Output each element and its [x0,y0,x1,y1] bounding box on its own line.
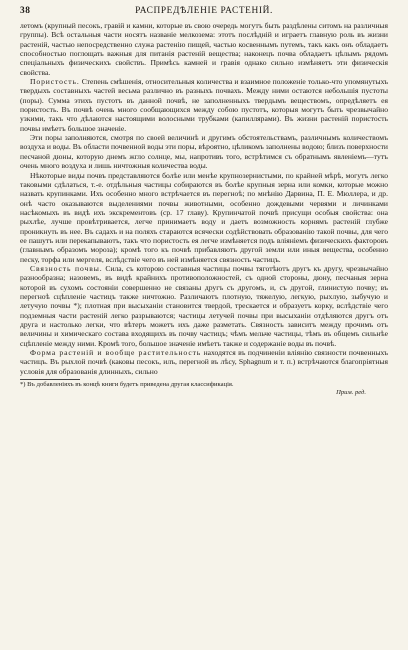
footnote-divider [20,379,80,380]
paragraph-text: Эти поры заполняются, смотря по своей величинѣ и другимъ обстоятельствамъ, различнымъ количествомъ воздуха и воды. Въ области почвенной воды эти поры, вѣроятно, цѣликомъ заполнены водою; близъ поверхности песчаной дюны, которую днемъ жгло солнце, мы, напротивъ того, встрѣтимся съ обратнымъ явленіемъ—тутъ очень много воздуха и лишь ничтожныя количества воды. [20,133,388,171]
paragraph [20,348,388,376]
paragraph [20,77,388,133]
paragraph [20,264,388,348]
paragraph [20,133,388,170]
running-title: РАСПРЕДѢЛЕНІЕ РАСТЕНІЙ. [135,6,273,16]
paragraph-lead: Пористость. [30,77,80,87]
paragraph-text: Нѣкоторые виды почвъ представляются болѣе или менѣе крупнозернистыми, по крайней мѣрѣ, могутъ легко таковыми сдѣлаться, т.-е. отдѣльныя частицы собираются въ болѣе крупныя зерна или комки, которые можно назвать крупинками. Ихъ особенно много встрѣчается въ перегноѣ; по мнѣнію Дарвина, П. Е. Мюллера, и др. онѣ часто оказываются выделениями почвы животными, особенно дождевыми червями и личинками насѣкомыхъ въ видѣ ихъ экскрементовъ (ср. 17 главу). Крупинчатой почвѣ присущи особыя свойства: она рыхлѣе, лучше провѣтривается, легче принимаетъ воду и даетъ возможность корнямъ растеній глубже проникнуть въ нее. Въ садахъ и на поляхъ стараются всячески содѣйствовать образованію такой почвы, для чего ее пашутъ или перекапываютъ, такъ что пористость ея легче измѣняется подъ вліяніемъ физическихъ факторовъ (главнымъ образомъ мороза); кромѣ того къ почвѣ прибавляютъ другой земли или иныя вещества, особенно песку, торфа или мергеля, вслѣдствіе чего въ ней измѣняется связность частицъ. [20,170,388,264]
paragraph [20,171,388,264]
footnote [20,381,388,397]
paragraph-text: летомъ (крупный песокъ, гравій и камни, которые въ свою очередь могутъ быть раздѣлены ситомъ на различныя группы). Всѣ остальныя части носятъ названіе мелкозема: этотъ послѣдній и играетъ главную роль въ жизни растеній, частью непосредственно служа растенію пищей, частью косвеннымъ путемъ, такъ какъ онъ обладаетъ способностью поглощать важныя для питанія растеній вещества; наконецъ почва обладаетъ цѣлымъ рядомъ спеціальныхъ физическихъ свойствъ. Примѣсь камней и гравія однако сильно измѣняетъ эти физическія свойства. [20,21,388,77]
page-number: 38 [20,6,31,16]
paragraph-lead: Связность почвы. [30,263,103,273]
paragraph-lead: Форма растеній и вообще растительность [30,348,202,358]
body-text [20,21,388,376]
paragraph-text: находятся въ подчиненіи вліянію связности почвенныхъ частицъ. Въ рыхлой почвѣ (каковы песокъ, илъ, перегной въ лѣсу, Sphagnum и т. п.) встрѣчаются благопріятныя условія для образованія длинныхъ, сильно [20,348,388,376]
paragraph [20,21,388,77]
footnote-signature: Прим. ред. [336,389,366,397]
page-header [20,6,388,21]
paragraph-text: Степень смѣшенія, относительныя количества и взаимное положеніе только-что упомянутыхъ твердыхъ составныхъ частей весьма различно въ разныхъ почвахъ. Между ними остаются небольшія пустоты (поры). Сумма этихъ пустотъ въ данной почвѣ, не заполненныхъ твердымъ веществомъ, опредѣляетъ ея пористость. Въ почвѣ очень много сообщающихся между собою пустотъ, которыя могутъ быть чрезвычайно узкими, такъ что дѣлаются настоящими волосными трубками (капиллярами). Въ жизни растеній пористость почвы имѣетъ большое значеніе. [20,77,388,133]
paragraph-text: Сила, съ которою составныя частицы почвы тяготѣютъ другъ къ другу, чрезвычайно разнообразна; назовемъ, въ видѣ крайнихъ противоположностей, съ одной стороны, дюну, песчаныя зерна которой въ сухомъ состояніи совершенно не связаны другъ съ другомъ, и, съ другой, глинистую почву; въ перегноѣ сцѣпленіе частицъ также ничтожно. Различаютъ плотную, тяжелую, легкую, рыхлую, зыбучую и летучую почвы *); плотная при высыханіи становится твердой, трескается и образуетъ корку, вслѣдствіе чего подземныя части растеній легко разрываются; частицы летучей почвы при высыханіи отдѣляются другъ отъ друга и настолько легки, что вѣтеръ можетъ ихъ даже разметать. Связность зависитъ между прочимъ отъ величины и химическаго состава входящихъ въ почву частицъ; чѣмъ мельче частицы, тѣмъ въ общемъ сильнѣе сцѣпленіе между ними. Кромѣ того, большое значеніе имѣетъ также и содержаніе воды въ почвѣ. [20,263,388,348]
footnote-text: *) Въ добавленіяхъ въ концѣ книги будетъ приведена другая классификація. [20,381,234,389]
